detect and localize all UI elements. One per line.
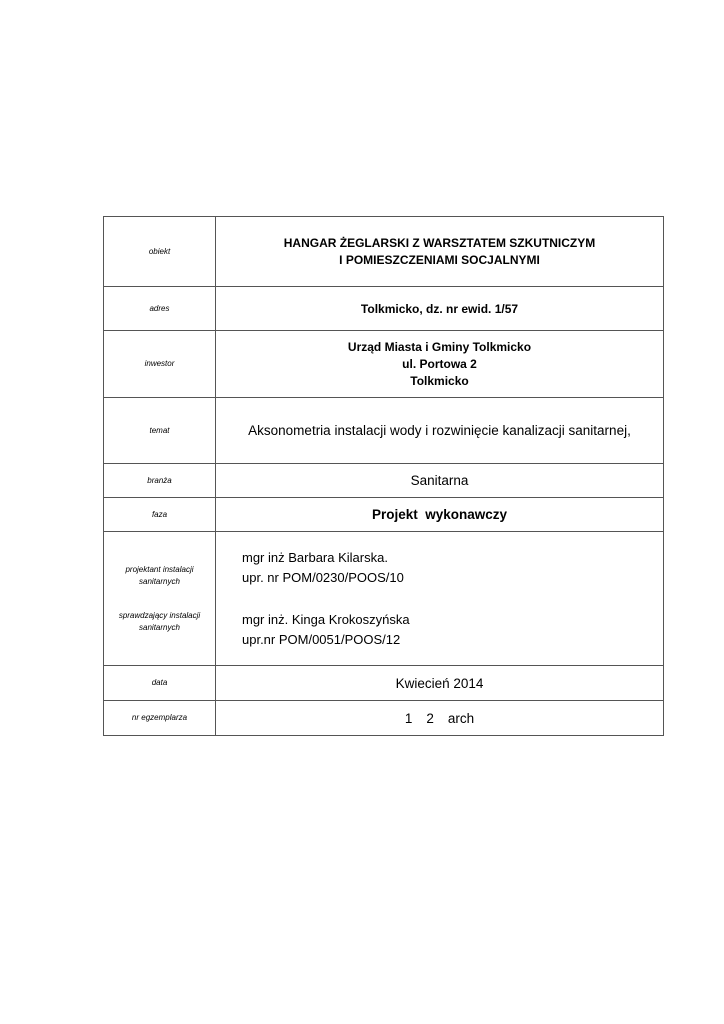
egzemplarz-copy-arch: arch xyxy=(447,710,475,726)
label-faza: faza xyxy=(104,498,216,532)
label-projektant-line-1: projektant instalacji xyxy=(125,564,194,574)
value-data: Kwiecień 2014 xyxy=(216,666,664,701)
label-egzemplarz: nr egzemplarza xyxy=(104,701,216,736)
value-adres: Tolkmicko, dz. nr ewid. 1/57 xyxy=(216,287,664,331)
label-adres: adres xyxy=(104,287,216,331)
value-inwestor xyxy=(216,331,664,398)
label-data: data xyxy=(104,666,216,701)
row-inwestor xyxy=(104,331,664,398)
inwestor-line-1: Urząd Miasta i Gminy Tolkmicko xyxy=(347,339,532,354)
value-egzemplarz xyxy=(216,701,664,736)
value-designers xyxy=(216,532,664,666)
inwestor-line-3: Tolkmicko xyxy=(410,373,469,388)
designers-spacer xyxy=(242,588,663,610)
row-egzemplarz xyxy=(104,701,664,736)
label-spacer xyxy=(104,588,215,610)
row-data xyxy=(104,666,664,701)
label-branza: branża xyxy=(104,464,216,498)
value-branza: Sanitarna xyxy=(216,464,664,498)
row-branza xyxy=(104,464,664,498)
label-sprawdzajacy-line-2: sanitarnych xyxy=(139,622,180,632)
egzemplarz-copy-1: 1 xyxy=(404,710,413,726)
row-temat xyxy=(104,398,664,464)
label-inwestor: inwestor xyxy=(104,331,216,398)
projektant-uprawnienia: upr. nr POM/0230/POOS/10 xyxy=(242,569,404,585)
row-obiekt xyxy=(104,217,664,287)
obiekt-line-1: HANGAR ŻEGLARSKI Z WARSZTATEM SZKUTNICZYM xyxy=(283,235,596,250)
row-designers xyxy=(104,532,664,666)
label-sprawdzajacy-line-1: sprawdzający instalacji xyxy=(118,610,201,620)
label-projektant-line-2: sanitarnych xyxy=(139,576,180,586)
row-adres xyxy=(104,287,664,331)
value-obiekt xyxy=(216,217,664,287)
title-block-table xyxy=(103,216,664,736)
projektant-name: mgr inż Barbara Kilarska. xyxy=(242,549,388,565)
label-obiekt: obiekt xyxy=(104,217,216,287)
label-designers xyxy=(104,532,216,666)
value-temat: Aksonometria instalacji wody i rozwinięcie kanalizacji sanitarnej, xyxy=(216,398,664,464)
sprawdzajacy-uprawnienia: upr.nr POM/0051/POOS/12 xyxy=(242,631,401,647)
label-temat: temat xyxy=(104,398,216,464)
obiekt-line-2: I POMIESZCZENIAMI SOCJALNYMI xyxy=(339,252,540,267)
inwestor-line-2: ul. Portowa 2 xyxy=(402,356,477,371)
value-faza: Projekt wykonawczy xyxy=(216,498,664,532)
row-faza xyxy=(104,498,664,532)
sprawdzajacy-name: mgr inż. Kinga Krokoszyńska xyxy=(242,611,410,627)
egzemplarz-copy-2: 2 xyxy=(426,710,434,726)
